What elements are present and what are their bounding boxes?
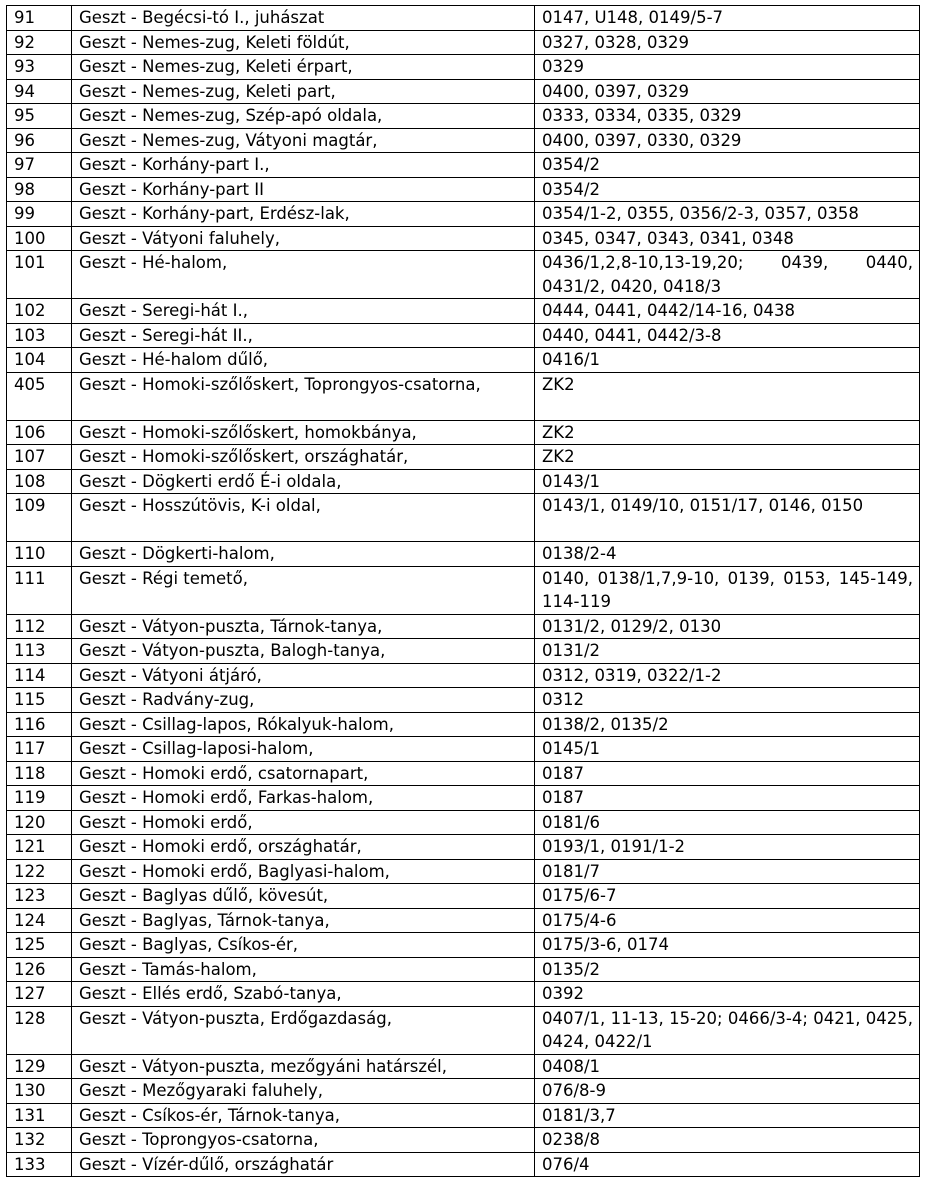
site-number-cell: 98 bbox=[7, 177, 72, 202]
site-name-cell: Geszt - Toprongyos-csatorna, bbox=[72, 1128, 535, 1153]
site-number-cell: 106 bbox=[7, 420, 72, 445]
table-row bbox=[7, 1103, 920, 1128]
site-number-cell: 101 bbox=[7, 251, 72, 299]
table-row bbox=[7, 153, 920, 178]
site-name-cell: Geszt - Nemes-zug, Szép-apó oldala, bbox=[72, 104, 535, 129]
site-number-cell: 130 bbox=[7, 1079, 72, 1104]
parcel-numbers-cell: 0143/1 bbox=[535, 469, 920, 494]
table-row bbox=[7, 1128, 920, 1153]
parcel-numbers-cell: 0327, 0328, 0329 bbox=[535, 30, 920, 55]
table-row bbox=[7, 1152, 920, 1177]
parcel-numbers-cell: 0138/2-4 bbox=[535, 542, 920, 567]
parcel-numbers-cell: 0181/7 bbox=[535, 859, 920, 884]
site-name-cell: Geszt - Baglyas, Csíkos-ér, bbox=[72, 933, 535, 958]
table-row bbox=[7, 957, 920, 982]
site-list-body bbox=[7, 6, 920, 1177]
table-row bbox=[7, 933, 920, 958]
parcel-numbers-cell: 0147, U148, 0149/5-7 bbox=[535, 6, 920, 31]
site-number-cell: 97 bbox=[7, 153, 72, 178]
parcel-numbers-cell: 0400, 0397, 0330, 0329 bbox=[535, 128, 920, 153]
site-name-cell: Geszt - Vátyoni átjáró, bbox=[72, 663, 535, 688]
table-row bbox=[7, 859, 920, 884]
parcel-numbers-cell: ZK2 bbox=[535, 420, 920, 445]
table-row bbox=[7, 810, 920, 835]
parcel-numbers-cell: 0436/1,2,8-10,13-19,20; 0439, 0440, 0431/2, 0420, 0418/3 bbox=[535, 251, 920, 299]
site-name-cell: Geszt - Homoki-szőlőskert, Toprongyos-csatorna, bbox=[72, 372, 535, 420]
site-name-cell: Geszt - Csillag-laposi-halom, bbox=[72, 737, 535, 762]
site-list-table bbox=[6, 5, 920, 1177]
table-row bbox=[7, 688, 920, 713]
table-row bbox=[7, 982, 920, 1007]
site-number-cell: 132 bbox=[7, 1128, 72, 1153]
parcel-numbers-cell: 0131/2 bbox=[535, 639, 920, 664]
site-name-cell: Geszt - Vátyon-puszta, Tárnok-tanya, bbox=[72, 614, 535, 639]
site-number-cell: 129 bbox=[7, 1054, 72, 1079]
site-number-cell: 112 bbox=[7, 614, 72, 639]
parcel-numbers-cell: 0175/3-6, 0174 bbox=[535, 933, 920, 958]
site-name-cell: Geszt - Korhány-part II bbox=[72, 177, 535, 202]
site-number-cell: 117 bbox=[7, 737, 72, 762]
site-number-cell: 115 bbox=[7, 688, 72, 713]
site-number-cell: 133 bbox=[7, 1152, 72, 1177]
site-number-cell: 108 bbox=[7, 469, 72, 494]
table-row bbox=[7, 639, 920, 664]
table-row bbox=[7, 614, 920, 639]
site-name-cell: Geszt - Dögkerti erdő É-i oldala, bbox=[72, 469, 535, 494]
site-name-cell: Geszt - Ellés erdő, Szabó-tanya, bbox=[72, 982, 535, 1007]
site-name-cell: Geszt - Vátyon-puszta, mezőgyáni határszél, bbox=[72, 1054, 535, 1079]
parcel-numbers-cell: 0181/6 bbox=[535, 810, 920, 835]
site-name-cell: Geszt - Mezőgyaraki faluhely, bbox=[72, 1079, 535, 1104]
site-name-cell: Geszt - Homoki erdő, Farkas-halom, bbox=[72, 786, 535, 811]
site-name-cell: Geszt - Homoki erdő, Baglyasi-halom, bbox=[72, 859, 535, 884]
site-name-cell: Geszt - Csillag-lapos, Rókalyuk-halom, bbox=[72, 712, 535, 737]
table-row bbox=[7, 299, 920, 324]
site-number-cell: 126 bbox=[7, 957, 72, 982]
site-name-cell: Geszt - Korhány-part I., bbox=[72, 153, 535, 178]
parcel-numbers-cell: 0408/1 bbox=[535, 1054, 920, 1079]
table-row bbox=[7, 420, 920, 445]
site-number-cell: 102 bbox=[7, 299, 72, 324]
parcel-numbers-cell: 0345, 0347, 0343, 0341, 0348 bbox=[535, 226, 920, 251]
site-name-cell: Geszt - Homoki-szőlőskert, homokbánya, bbox=[72, 420, 535, 445]
site-number-cell: 104 bbox=[7, 348, 72, 373]
table-row bbox=[7, 128, 920, 153]
site-number-cell: 100 bbox=[7, 226, 72, 251]
site-name-cell: Geszt - Vátyon-puszta, Erdőgazdaság, bbox=[72, 1006, 535, 1054]
table-row bbox=[7, 104, 920, 129]
table-row bbox=[7, 835, 920, 860]
parcel-numbers-cell: 0312 bbox=[535, 688, 920, 713]
site-name-cell: Geszt - Baglyas dűlő, kövesút, bbox=[72, 884, 535, 909]
site-number-cell: 93 bbox=[7, 55, 72, 80]
site-name-cell: Geszt - Dögkerti-halom, bbox=[72, 542, 535, 567]
site-name-cell: Geszt - Régi temető, bbox=[72, 566, 535, 614]
parcel-numbers-cell: 0135/2 bbox=[535, 957, 920, 982]
site-number-cell: 121 bbox=[7, 835, 72, 860]
parcel-numbers-cell: 076/8-9 bbox=[535, 1079, 920, 1104]
parcel-numbers-cell: 0193/1, 0191/1-2 bbox=[535, 835, 920, 860]
table-row bbox=[7, 79, 920, 104]
site-name-cell: Geszt - Begécsi-tó I., juhászat bbox=[72, 6, 535, 31]
table-row bbox=[7, 786, 920, 811]
table-row bbox=[7, 348, 920, 373]
parcel-numbers-cell: 0145/1 bbox=[535, 737, 920, 762]
site-number-cell: 92 bbox=[7, 30, 72, 55]
site-name-cell: Geszt - Hosszútövis, K-i oldal, bbox=[72, 494, 535, 542]
parcel-numbers-cell: 0175/6-7 bbox=[535, 884, 920, 909]
table-row bbox=[7, 251, 920, 299]
site-name-cell: Geszt - Nemes-zug, Keleti part, bbox=[72, 79, 535, 104]
table-row bbox=[7, 737, 920, 762]
table-row bbox=[7, 712, 920, 737]
site-number-cell: 91 bbox=[7, 6, 72, 31]
site-name-cell: Geszt - Vátyoni faluhely, bbox=[72, 226, 535, 251]
site-name-cell: Geszt - Hé-halom dűlő, bbox=[72, 348, 535, 373]
site-number-cell: 103 bbox=[7, 323, 72, 348]
site-number-cell: 116 bbox=[7, 712, 72, 737]
site-name-cell: Geszt - Nemes-zug, Keleti érpart, bbox=[72, 55, 535, 80]
site-number-cell: 120 bbox=[7, 810, 72, 835]
site-name-cell: Geszt - Homoki erdő, országhatár, bbox=[72, 835, 535, 860]
parcel-numbers-cell: ZK2 bbox=[535, 372, 920, 420]
parcel-numbers-cell: 0416/1 bbox=[535, 348, 920, 373]
parcel-numbers-cell: 0392 bbox=[535, 982, 920, 1007]
parcel-numbers-cell: 0329 bbox=[535, 55, 920, 80]
table-row bbox=[7, 1079, 920, 1104]
parcel-numbers-cell: ZK2 bbox=[535, 445, 920, 470]
site-number-cell: 131 bbox=[7, 1103, 72, 1128]
site-number-cell: 118 bbox=[7, 761, 72, 786]
site-name-cell: Geszt - Nemes-zug, Vátyoni magtár, bbox=[72, 128, 535, 153]
parcel-numbers-cell: 0333, 0334, 0335, 0329 bbox=[535, 104, 920, 129]
site-name-cell: Geszt - Seregi-hát I., bbox=[72, 299, 535, 324]
table-row bbox=[7, 1006, 920, 1054]
table-row bbox=[7, 323, 920, 348]
site-number-cell: 123 bbox=[7, 884, 72, 909]
site-name-cell: Geszt - Csíkos-ér, Tárnok-tanya, bbox=[72, 1103, 535, 1128]
site-number-cell: 114 bbox=[7, 663, 72, 688]
site-name-cell: Geszt - Homoki-szőlőskert, országhatár, bbox=[72, 445, 535, 470]
table-row bbox=[7, 566, 920, 614]
site-number-cell: 119 bbox=[7, 786, 72, 811]
parcel-numbers-cell: 0354/2 bbox=[535, 177, 920, 202]
table-row bbox=[7, 226, 920, 251]
site-name-cell: Geszt - Korhány-part, Erdész-lak, bbox=[72, 202, 535, 227]
parcel-numbers-cell: 0187 bbox=[535, 761, 920, 786]
site-name-cell: Geszt - Radvány-zug, bbox=[72, 688, 535, 713]
site-name-cell: Geszt - Vízér-dűlő, országhatár bbox=[72, 1152, 535, 1177]
table-row bbox=[7, 30, 920, 55]
parcel-numbers-cell: 0187 bbox=[535, 786, 920, 811]
site-number-cell: 96 bbox=[7, 128, 72, 153]
parcel-numbers-cell: 0354/2 bbox=[535, 153, 920, 178]
site-name-cell: Geszt - Hé-halom, bbox=[72, 251, 535, 299]
site-number-cell: 110 bbox=[7, 542, 72, 567]
table-row bbox=[7, 494, 920, 542]
parcel-numbers-cell: 0400, 0397, 0329 bbox=[535, 79, 920, 104]
site-name-cell: Geszt - Tamás-halom, bbox=[72, 957, 535, 982]
table-row bbox=[7, 6, 920, 31]
site-name-cell: Geszt - Baglyas, Tárnok-tanya, bbox=[72, 908, 535, 933]
table-row bbox=[7, 542, 920, 567]
site-number-cell: 125 bbox=[7, 933, 72, 958]
site-number-cell: 99 bbox=[7, 202, 72, 227]
site-number-cell: 109 bbox=[7, 494, 72, 542]
site-name-cell: Geszt - Homoki erdő, bbox=[72, 810, 535, 835]
parcel-numbers-cell: 0312, 0319, 0322/1-2 bbox=[535, 663, 920, 688]
table-row bbox=[7, 445, 920, 470]
table-row bbox=[7, 884, 920, 909]
site-name-cell: Geszt - Nemes-zug, Keleti földút, bbox=[72, 30, 535, 55]
site-number-cell: 107 bbox=[7, 445, 72, 470]
table-row bbox=[7, 1054, 920, 1079]
parcel-numbers-cell: 0444, 0441, 0442/14-16, 0438 bbox=[535, 299, 920, 324]
site-number-cell: 124 bbox=[7, 908, 72, 933]
parcel-numbers-cell: 0138/2, 0135/2 bbox=[535, 712, 920, 737]
site-number-cell: 113 bbox=[7, 639, 72, 664]
site-name-cell: Geszt - Homoki erdő, csatornapart, bbox=[72, 761, 535, 786]
site-name-cell: Geszt - Vátyon-puszta, Balogh-tanya, bbox=[72, 639, 535, 664]
table-row bbox=[7, 55, 920, 80]
parcel-numbers-cell: 0143/1, 0149/10, 0151/17, 0146, 0150 bbox=[535, 494, 920, 542]
site-number-cell: 405 bbox=[7, 372, 72, 420]
parcel-numbers-cell: 0407/1, 11-13, 15-20; 0466/3-4; 0421, 0425, 0424, 0422/1 bbox=[535, 1006, 920, 1054]
table-row bbox=[7, 202, 920, 227]
table-row bbox=[7, 177, 920, 202]
site-number-cell: 94 bbox=[7, 79, 72, 104]
table-row bbox=[7, 372, 920, 420]
table-row bbox=[7, 908, 920, 933]
parcel-numbers-cell: 076/4 bbox=[535, 1152, 920, 1177]
parcel-numbers-cell: 0181/3,7 bbox=[535, 1103, 920, 1128]
parcel-numbers-cell: 0131/2, 0129/2, 0130 bbox=[535, 614, 920, 639]
site-number-cell: 111 bbox=[7, 566, 72, 614]
parcel-numbers-cell: 0238/8 bbox=[535, 1128, 920, 1153]
site-number-cell: 128 bbox=[7, 1006, 72, 1054]
parcel-numbers-cell: 0175/4-6 bbox=[535, 908, 920, 933]
table-row bbox=[7, 761, 920, 786]
site-number-cell: 95 bbox=[7, 104, 72, 129]
parcel-numbers-cell: 0140, 0138/1,7,9-10, 0139, 0153, 145-149, 114-119 bbox=[535, 566, 920, 614]
parcel-numbers-cell: 0440, 0441, 0442/3-8 bbox=[535, 323, 920, 348]
site-number-cell: 127 bbox=[7, 982, 72, 1007]
table-row bbox=[7, 469, 920, 494]
site-number-cell: 122 bbox=[7, 859, 72, 884]
table-row bbox=[7, 663, 920, 688]
parcel-numbers-cell: 0354/1-2, 0355, 0356/2-3, 0357, 0358 bbox=[535, 202, 920, 227]
site-name-cell: Geszt - Seregi-hát II., bbox=[72, 323, 535, 348]
